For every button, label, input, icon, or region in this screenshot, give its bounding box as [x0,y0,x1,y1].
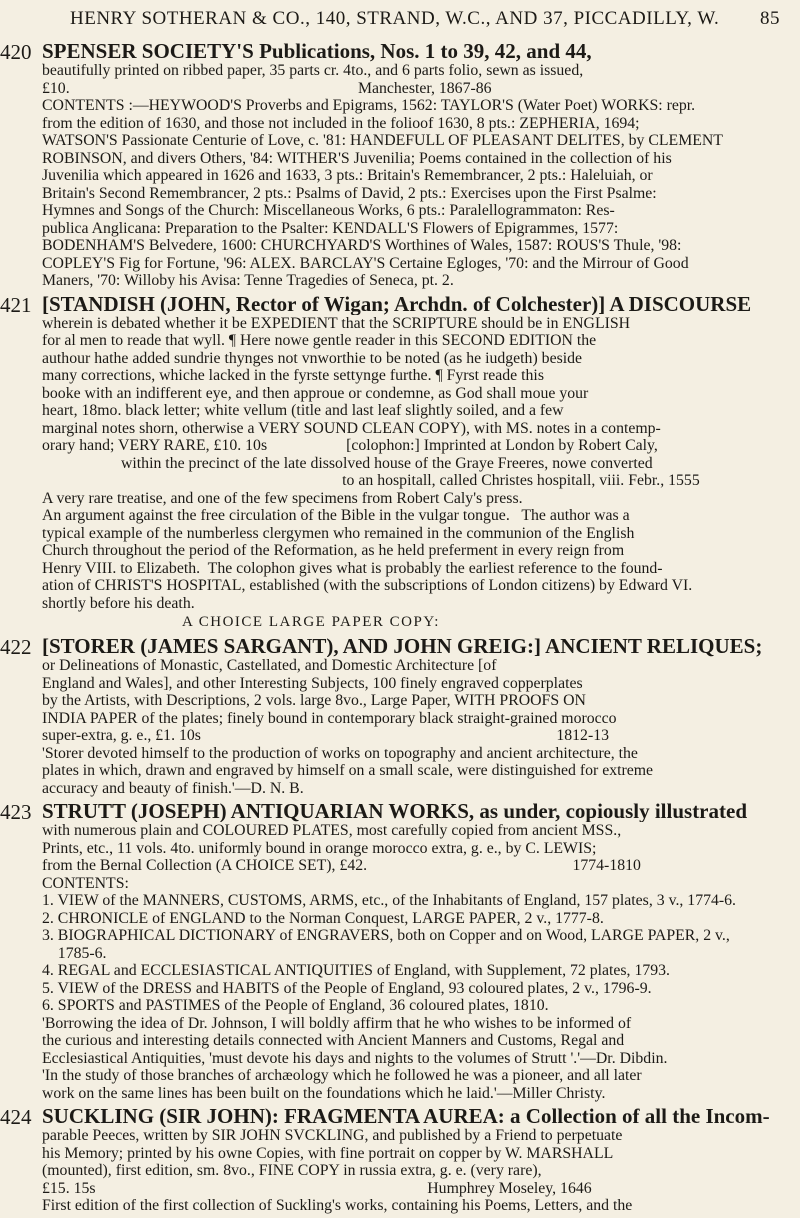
entry-text-line: WATSON'S Passionate Centurie of Love, c. '81: HANDEFULL OF PLEASANT DELITES, by CLEMENT [42,132,723,149]
entry-text-line: heart, 18mo. black letter; white vellum (title and last leaf slightly soiled, and a few [42,402,564,419]
entry-text-line: super-extra, g. e., £1. 10s 1812-13 [42,727,610,744]
entry-text-line: Hymnes and Songs of the Church: Miscellaneous Works, 6 pts.: Paralellogrammaton: Res- [42,202,615,219]
entry-text-line: with numerous plain and COLOURED PLATES, most carefully copied from ancient MSS., [42,822,622,839]
entry-text-line: for al men to reade that wyll. ¶ Here nowe gentle reader in this SECOND EDITION the [42,332,597,349]
entry-number: 420 [0,40,32,64]
entry-text-line: the curious and interesting details connected with Ancient Manners and Customs, Regal and [42,1032,625,1049]
entry-title-line: STRUTT (JOSEPH) ANTIQUARIAN WORKS, as under, copiously illustrated [42,800,747,822]
entry-number: 423 [0,800,32,824]
entry-text-line: from the Bernal Collection (A CHOICE SET), £42. 1774-1810 [42,857,641,874]
entry-text-line: Ecclesiastical Antiquities, 'must devote his days and nights to the volumes of Strutt '.'—Dr. Dibdin. [42,1049,668,1067]
entry-text-line: 'Borrowing the idea of Dr. Johnson, I will boldly affirm that he who wishes to be informed of [42,1014,632,1032]
entry-text-line: £15. 15s Humphrey Moseley, 1646 [42,1179,592,1197]
running-head [70,8,780,30]
entry-text-line: parable Peeces, written by SIR JOHN SVCKLING, and published by a Friend to perpetuate [42,1127,623,1144]
entry-title-line: SUCKLING (SIR JOHN): FRAGMENTA AUREA: a Collection of all the Incom- [42,1105,770,1127]
entry-text-line: CONTENTS: [42,874,129,892]
entry-title-line: [STORER (JAMES SARGANT), AND JOHN GREIG:] ANCIENT RELIQUES; [42,635,763,657]
entry-text-line: 4. REGAL and ECCLESIASTICAL ANTIQUITIES of England, with Supplement, 72 plates, 1793. [42,962,671,979]
entry-text-line: £10. Manchester, 1867-86 [42,79,492,97]
entry-text-line: beautifully printed on ribbed paper, 35 parts cr. 4to., and 6 parts folio, sewn as issued, [42,62,584,79]
entry-text-line: marginal notes shorn, otherwise a VERY SOUND CLEAN COPY), with MS. notes in a contemp- [42,419,661,437]
entry-number: 422 [0,635,32,659]
entry-text-line: ROBINSON, and divers Others, '84: WITHER'S Juvenilia; Poems contained in the collection of his [42,149,672,167]
entry-text-line: 2. CHRONICLE of ENGLAND to the Norman Conquest, LARGE PAPER, 2 v., 1777-8. [42,909,604,927]
entry-text-line: Juvenilia which appeared in 1626 and 1633, 3 pts.: Britain's Remembrancer, 2 pts.: Haleluiah, or [42,167,653,184]
entry-text-line: BODENHAM'S Belvedere, 1600: CHURCHYARD'S Worthines of Wales, 1587: ROUS'S Thule, '98: [42,237,682,254]
entry-text-line: to an hospitall, called Christes hospitall, viii. Febr., 1555 [42,472,700,489]
running-head-title: HENRY SOTHERAN & CO., 140, STRAND, W.C., AND 37, PICCADILLY, W. [70,8,720,29]
page-number: 85 [760,8,780,29]
entry-text-line: An argument against the free circulation of the Bible in the vulgar tongue. The author was a [42,507,630,524]
entry-text-line: orary hand; VERY RARE, £10. 10s [colophon:] Imprinted at London by Robert Caly, [42,437,658,454]
entry-text-line: 'In the study of those branches of archæology which he followed he was a pioneer, and all later [42,1067,642,1084]
entry-text-line: Henry VIII. to Elizabeth. The colophon gives what is probably the earliest reference to the found- [42,559,663,577]
entry-text-line: England and Wales], and other Interesting Subjects, 100 finely engraved copperplates [42,674,583,692]
catalogue-entry [0,800,786,1102]
entry-text-line: work on the same lines has been built on the foundations which he laid.'—Miller Christy. [42,1084,606,1102]
entry-text-line: ation of CHRIST'S HOSPITAL, established (with the subscriptions of London citizens) by Edward VI. [42,577,693,594]
entry-subheading: A CHOICE LARGE PAPER COPY: [182,614,440,630]
entry-text-line: publica Anglicana: Preparation to the Psalter: KENDALL'S Flowers of Epigrammes, 1577: [42,219,619,237]
entry-text-line: A very rare treatise, and one of the few specimens from Robert Caly's press. [42,489,523,507]
entry-text-line: 3. BIOGRAPHICAL DICTIONARY of ENGRAVERS, both on Copper and on Wood, LARGE PAPER, 2 v., [42,927,730,944]
entry-text-line: COPLEY'S Fig for Fortune, '96: ALEX. BARCLAY'S Certaine Egloges, '70: and the Mirrour of Good [42,254,689,272]
entry-title-line: SPENSER SOCIETY'S Publications, Nos. 1 to 39, 42, and 44, [42,40,592,62]
entry-text-line: within the precinct of the late dissolved house of the Graye Freeres, nowe converted [42,454,653,472]
catalogue-entries [0,40,786,1218]
entry-text-line: Prints, etc., 11 vols. 4to. uniformly bound in orange morocco extra, g. e., by C. LEWIS; [42,839,597,857]
entry-text-line: (mounted), first edition, sm. 8vo., FINE COPY in russia extra, g. e. (very rare), [42,1162,542,1179]
entry-text-line: Britain's Second Remembrancer, 2 pts.: Psalms of David, 2 pts.: Exercises upon the First Psalme: [42,184,657,202]
entry-text-line: plates in which, drawn and engraved by himself on a small scale, were distinguished for extreme [42,762,654,779]
entry-text-line: 1. VIEW of the MANNERS, CUSTOMS, ARMS, etc., of the Inhabitants of England, 157 plates, 3 v., 1774-6. [42,892,736,909]
entry-number: 424 [0,1105,32,1129]
entry-text-line: shortly before his death. [42,594,195,612]
entry-text-line: 6. SPORTS and PASTIMES of the People of England, 36 coloured plates, 1810. [42,997,549,1014]
entry-text-line: 5. VIEW of the DRESS and HABITS of the People of England, 93 coloured plates, 2 v., 1796-9. [42,979,652,997]
entry-text-line: typical example of the numberless clergymen who remained in the communion of the English [42,524,635,542]
entry-text-line: 'Storer devoted himself to the production of works on topography and ancient architecture, the [42,744,638,762]
entry-text-line: authour hathe added sundrie thynges not vnworthie to be noted (as he iudgeth) beside [42,349,583,367]
entry-text-line: his Memory; printed by his owne Copies, with fine portrait on copper by W. MARSHALL [42,1144,614,1162]
entry-text-line: from the edition of 1630, and those not included in the folioof 1630, 8 pts.: ZEPHERIA, 1694; [42,114,640,132]
entry-text-line: INDIA PAPER of the plates; finely bound in contemporary black straight-grained morocco [42,709,617,727]
catalogue-entry [0,1105,786,1215]
catalogue-entry [0,635,786,797]
entry-text-line: Church throughout the period of the Reformation, as he held preferment in every reign from [42,542,625,559]
entry-text-line: booke with an indifferent eye, and then approue or condemne, as God shall moue your [42,384,589,402]
catalogue-entry [0,40,786,290]
entry-text-line: First edition of the first collection of Suckling's works, containing his Poems, Letters, and the [42,1197,633,1214]
entry-text-line: by the Artists, with Descriptions, 2 vols. large 8vo., Large Paper, WITH PROOFS ON [42,692,586,709]
entry-text-line: CONTENTS :—HEYWOOD'S Proverbs and Epigrams, 1562: TAYLOR'S (Water Poet) WORKS: repr. [42,97,696,114]
entry-text-line: many corrections, whiche lacked in the fyrste settynge furthe. ¶ Fyrst reade this [42,367,544,384]
entry-text-line: Maners, '70: Willoby his Avisa: Tenne Tragedies of Seneca, pt. 2. [42,272,454,289]
entry-title-line: [STANDISH (JOHN, Rector of Wigan; Archdn. of Colchester)] A DISCOURSE [42,292,752,315]
entry-text-line: wherein is debated whether it be EXPEDIENT that the SCRIPTURE should be in ENGLISH [42,314,631,332]
entry-text-line: or Delineations of Monastic, Castellated, and Domestic Architecture [of [42,657,497,674]
entry-number: 421 [0,292,32,317]
entry-text-line: accuracy and beauty of finish.'—D. N. B. [42,779,304,797]
entry-text-line: 1785-6. [42,944,107,962]
catalogue-entry [0,293,786,633]
